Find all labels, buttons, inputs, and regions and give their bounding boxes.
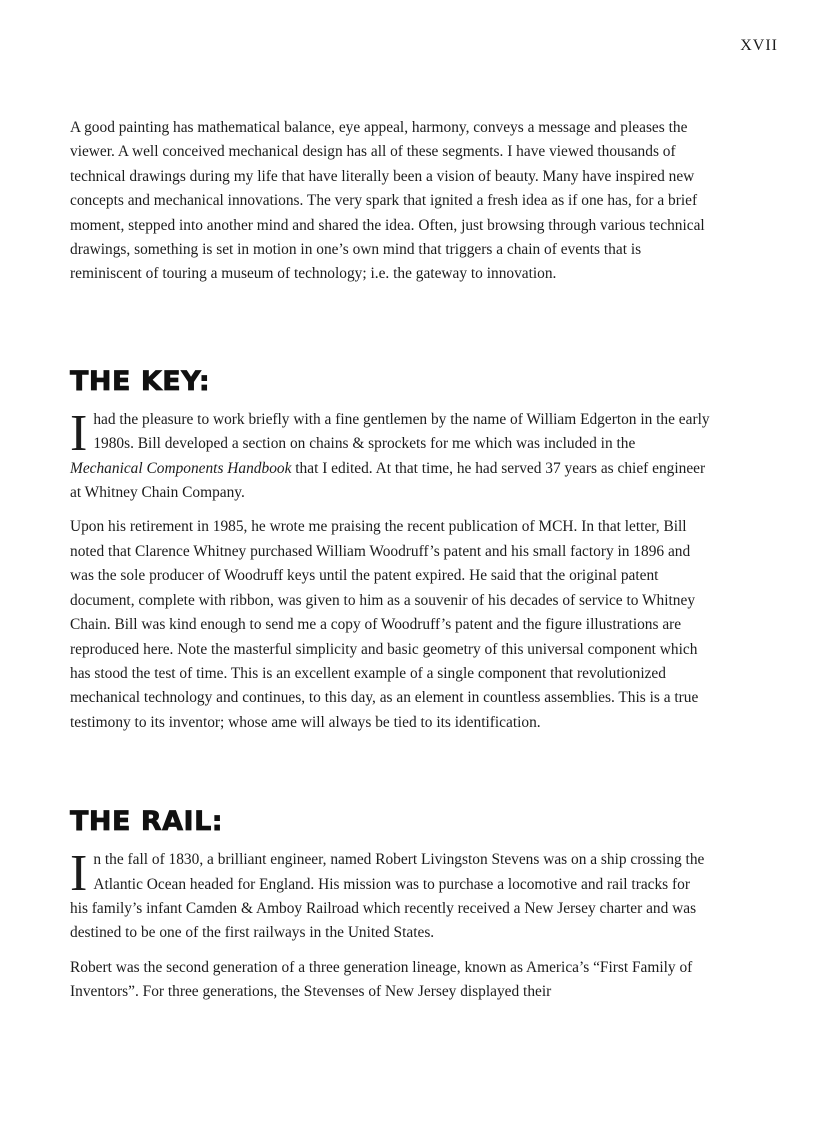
key-dropcap: I	[70, 404, 88, 462]
key-paragraph-1	[70, 404, 710, 506]
rail-section	[70, 805, 710, 1004]
key-section	[70, 365, 710, 735]
key-p1-book-title: Mechanical Components Handbook	[70, 459, 292, 477]
rail-p1-text: n the fall of 1830, a brilliant engineer, named Robert Livingston Stevens was on a ship crossing the Atlantic Ocean headed for England. His mission was to purchase a locomotive and rail tracks for his family’s infant Camden & Amboy Railroad which recently received a New Jersey charter and was destined to be one of the first railways in the United States.	[70, 851, 705, 942]
key-paragraph-2: Upon his retirement in 1985, he wrote me praising the recent publication of MCH. In that letter, Bill noted that Clarence Whitney purchased William Woodruff’s patent and his small factory in 1896 and was the sole producer of Woodruff keys until the patent expired. He said that the original patent document, complete with ribbon, was given to him as a souvenir of his decades of service to Whitney Chain. Bill was kind enough to send me a copy of Woodruff’s patent and the figure illustrations are reproduced here. Note the masterful simplicity and basic geometry of this universal component which has stood the test of time. This is an excellent example of a single component that revolutionized mechanical technology and continues, to this day, as an element in countless assemblies. This is a true testimony to its inventor; whose ame will always be tied to its identification.	[70, 518, 699, 731]
rail-dropcap: I	[70, 845, 88, 903]
rail-paragraph-2: Robert was the second generation of a three generation lineage, known as America’s “First Family of Inventors”. For three generations, the Stevenses of New Jersey displayed their	[70, 958, 693, 1001]
rail-heading: THE RAIL:	[70, 806, 224, 838]
page-number: XVII	[740, 37, 778, 54]
intro-paragraph: A good painting has mathematical balance, eye appeal, harmony, conveys a message and pleases the viewer. A well conceived mechanical design has all of these segments. I have viewed thousands of technical drawings during my life that have literally been a vision of beauty. Many have inspired new concepts and mechanical innovations. The very spark that ignited a fresh idea as if one has, for a brief moment, stepped into another mind and shared the idea. Often, just browsing through various technical drawings, something is set in motion in one’s own mind that triggers a chain of events that is reminiscent of touring a museum of technology; i.e. the gateway to innovation.	[70, 119, 705, 283]
key-p1-text-after: that I edited. At that time, he had served 37 years as chief engineer at Whitney Chain Company.	[70, 459, 706, 502]
rail-paragraph-1	[70, 845, 710, 946]
key-heading: THE KEY:	[70, 365, 211, 397]
key-p1-text-before: had the pleasure to work briefly with a fine gentlemen by the name of William Edgerton in the early 1980s. Bill developed a section on chains & sprockets for me which was included in the	[93, 410, 710, 453]
page-content	[70, 116, 710, 1005]
